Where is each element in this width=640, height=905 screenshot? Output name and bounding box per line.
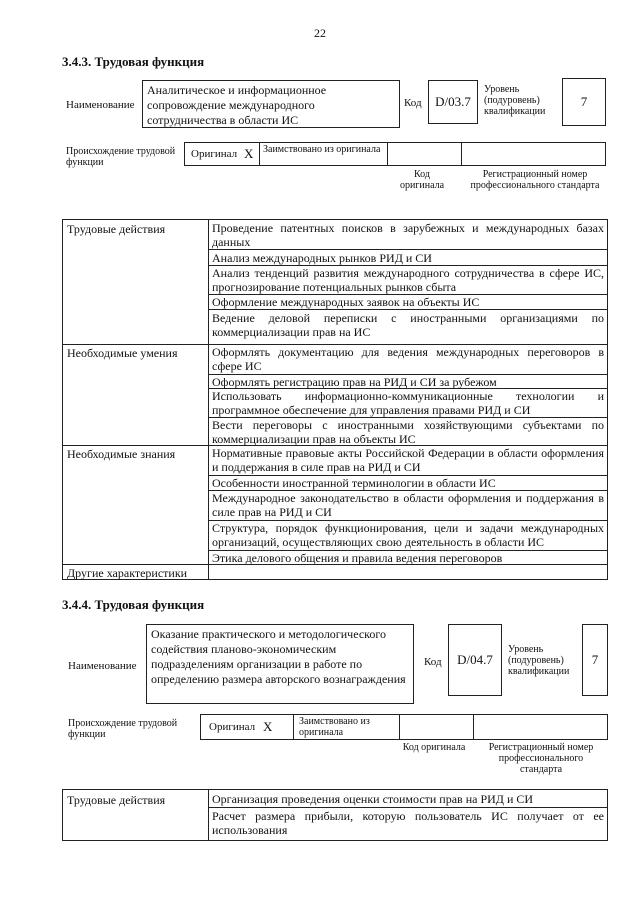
origin-label: Происхождение трудовой функции [66,146,176,168]
original-mark: X [244,146,254,161]
function-name-field: Аналитическое и информационное сопровождение международного сотрудничества в области ИС [142,80,400,128]
origin-table [200,714,608,740]
reg-number-label: Регистрационный номер профессионального стандарта [470,169,600,191]
labor-function-table [62,789,608,841]
table-item: Нормативные правовые акты Российской Федерации в области оформления и поддержания в силе прав на РИД и СИ [212,446,604,474]
function-name-field: Оказание практического и методологического содействия планово-экономическим подразделениям организации в работе по определению размера авторского вознаграждения [146,624,414,704]
level-label: Уровень (подуровень) квалификации [508,644,570,677]
row-label: Необходимые умения [67,346,178,360]
original-label: Оригинал [209,721,256,733]
page-number: 22 [314,26,326,40]
name-label: Наименование [66,99,135,111]
borrowed-label: Заимствовано из оригинала [299,716,370,738]
labor-function-table [62,219,608,580]
origin-label: Происхождение трудовой функции [68,718,178,740]
table-item: Структура, порядок функционирования, цели и задачи международных организаций, осуществляющих свою деятельность в области ИС [212,521,604,549]
row-label: Трудовые действия [67,793,166,807]
table-item: Проведение патентных поисков в зарубежных и международных базах данных [212,221,604,249]
code-value-field: D/04.7 [448,624,502,696]
table-item: Организация проведения оценки стоимости прав на РИД и СИ [212,792,534,806]
table-item: Вести переговоры с иностранными хозяйствующими субъектами по коммерциализации прав на объекты ИС [212,418,604,446]
row-label: Трудовые действия [67,222,166,236]
table-item: Особенности иностранной терминологии в области ИС [212,476,496,490]
name-label: Наименование [68,660,137,672]
section-title: 3.4.3. Трудовая функция [62,54,205,69]
level-value-field: 7 [582,624,608,696]
row-label: Необходимые знания [67,447,176,461]
level-value-field: 7 [562,78,606,126]
original-label: Оригинал [191,148,238,160]
borrowed-label: Заимствовано из оригинала [263,144,381,155]
table-item: Международное законодательство в области оформления и поддержания в силе прав на РИД и СИ [212,491,604,519]
section-title: 3.4.4. Трудовая функция [62,597,205,612]
origin-table [184,142,606,166]
level-label: Уровень (подуровень) квалификации [484,84,546,117]
code-original-label: Код оригинала [402,742,466,753]
code-value-field: D/03.7 [428,80,478,124]
table-item: Анализ международных рынков РИД и СИ [212,251,432,265]
original-mark: X [263,719,273,734]
table-item: Расчет размера прибыли, которую пользователь ИС получает от ее использования [212,809,604,837]
reg-number-label: Регистрационный номер профессионального стандарта [488,742,594,775]
table-item: Оформление международных заявок на объекты ИС [212,295,480,309]
row-label: Другие характеристики [67,566,188,580]
table-item: Ведение деловой переписки с иностранными организациями по коммерциализации прав на ИС [212,311,604,339]
code-label: Код [404,97,422,109]
table-item: Оформлять регистрацию прав на РИД и СИ за рубежом [212,375,497,389]
table-item: Анализ тенденций развития международного сотрудничества в сфере ИС, прогнозирование потенциальных рынков сбыта [212,266,604,294]
table-item: Оформлять документацию для ведения международных переговоров в сфере ИС [212,345,604,373]
code-label: Код [424,656,442,668]
code-original-label: Код оригинала [399,169,445,191]
table-item: Этика делового общения и правила ведения переговоров [212,551,503,565]
table-item: Использовать информационно-коммуникационные технологии и программное обеспечение для управления правами РИД и СИ [212,389,604,417]
